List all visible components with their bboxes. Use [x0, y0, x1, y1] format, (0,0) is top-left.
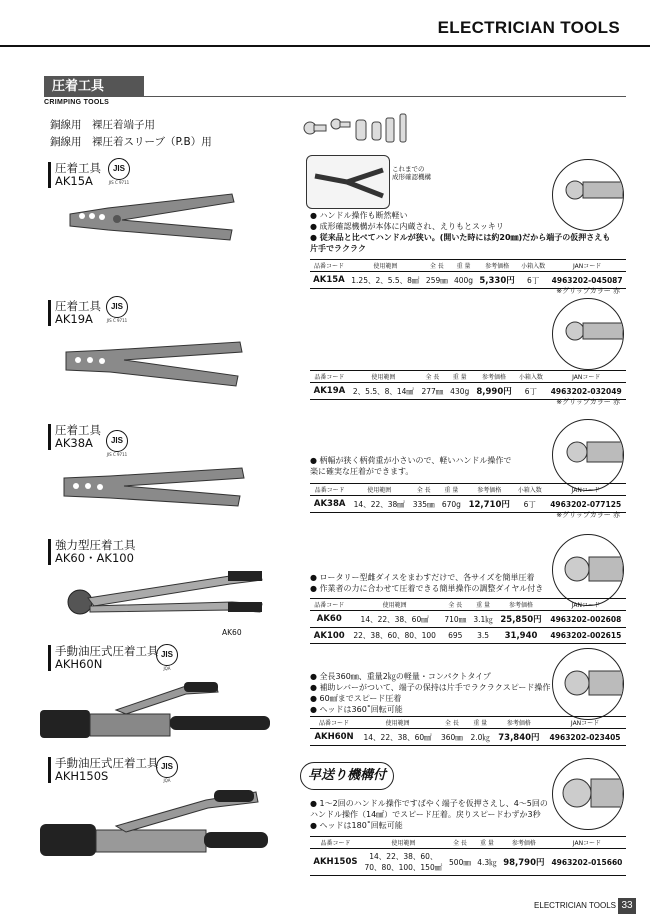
- bullet: ● ヘッドは180˚回転可能: [310, 821, 403, 830]
- section-title: 圧着工具: [44, 76, 144, 97]
- ak60-caption: AK60: [222, 628, 242, 637]
- inset-old-mechanism: [306, 155, 390, 209]
- bullet: ● ロータリー型雌ダイスをまわすだけで、各サイズを簡単圧着: [310, 573, 535, 582]
- akh60n-tool-image: [36, 680, 276, 750]
- terminal-closeup-image: [553, 649, 623, 719]
- terminal-closeup-image: [553, 420, 623, 490]
- section-rule: [44, 96, 626, 97]
- grip-note: ※グリップカラー 赤: [556, 511, 620, 519]
- bullet: ● ハンドル操作も断然軽い: [310, 211, 408, 220]
- page-header-title: ELECTRICIAN TOOLS: [437, 18, 620, 37]
- usage-line-2: 銅線用 裸圧着スリーブ（P.B）用: [50, 136, 212, 148]
- terminal-closeup-image: [553, 299, 623, 369]
- jis-mark: JIS JIS C 9711: [106, 296, 128, 323]
- ak15a-bullets: [310, 210, 630, 254]
- bullet: ● 成形確認機構が本体に内蔵され、えりもとスッキリ: [310, 222, 504, 231]
- spec-table-ak15a: 品番コード 使用範囲 全 長 重 量 参考価格 小箱入数 JANコード AK15A 1.25、2、5.5、8㎟ 259㎜ 400g 5,330円 6丁 4963202-045087: [310, 259, 626, 289]
- bullet: ● 従来品と比べてハンドルが狭い。(開いた時には約20㎜)だから端子の仮押さえも 片手でラクラク: [310, 233, 611, 253]
- table-row: AK100 22、38、60、80、100 695 3.5 31,940 4963202-002615: [310, 628, 626, 644]
- bullet: ● 全長360㎜、重量2㎏の軽量・コンパクトタイプ: [310, 672, 491, 681]
- bullet: ● ヘッドは360˚回転可能: [310, 705, 403, 714]
- spec-table-ak19a: 品番コード 使用範囲 全 長 重 量 参考価格 小箱入数 JANコード AK19A 2、5.5、8、14㎟ 277㎜ 430g 8,990円 6丁 4963202-032049: [310, 370, 626, 400]
- table-row: AKH60N 14、22、38、60㎟ 360㎜ 2.0㎏ 73,840円 4963202-023405: [310, 729, 626, 746]
- bullet: ● 60㎟までスピード圧着: [310, 694, 402, 703]
- table-row: AKH150S 14、22、38、60、 70、80、100、150㎟ 500㎜ 4.3㎏ 98,790円 4963202-015660: [310, 849, 626, 876]
- spec-table-ak60: 品番コード 使用範囲 全 長 重 量 参考価格 JANコード AK60 14、22、38、60㎟ 710㎜ 3.1㎏ 25,850円 4963202-002608 AK100 22、38、60、80、100 695 3.5 31,940 4963202-002615: [310, 598, 626, 644]
- jis-mark: JIS JIS C 9711: [108, 158, 130, 185]
- quick-feed-badge: 早送り機構付: [300, 762, 394, 790]
- akh150s-tool-image: [36, 790, 276, 870]
- bullet: ● 1～2回のハンドル操作ですばやく端子を仮押さえし、4～5回の ハンドル操作（14㎟）でスピード圧着。戻りスピードわずか3秒: [310, 799, 548, 819]
- inset-caption: これまでの 成形確認機構: [392, 165, 431, 181]
- jis-mark: JIS JQA: [156, 644, 178, 671]
- usage-line-1: 銅線用 裸圧着端子用: [50, 119, 155, 131]
- header-rule: [0, 45, 650, 47]
- ak19a-tool-image: [60, 330, 250, 392]
- table-row: AK60 14、22、38、60㎟ 710㎜ 3.1㎏ 25,850円 4963202-002608: [310, 611, 626, 628]
- ak60-tool-image: [60, 568, 270, 620]
- akh150s-bullets: [310, 798, 560, 831]
- jis-mark: JIS JQA: [156, 756, 178, 783]
- ak38a-bullets: [310, 455, 550, 477]
- grip-note: ※グリップカラー 赤: [556, 287, 620, 295]
- ak15a-tool-image: [62, 186, 247, 252]
- akh60n-bullets: [310, 671, 560, 715]
- grip-note: ※グリップカラー 赤: [556, 398, 620, 406]
- terminal-closeup-2: [552, 298, 624, 370]
- footer-label: ELECTRICIAN TOOLS: [534, 901, 616, 910]
- terminal-closeup-image: [553, 759, 623, 829]
- product-title-ak38a: 圧着工具 AK38A: [48, 424, 101, 450]
- product-title-ak19a: 圧着工具 AK19A: [48, 300, 101, 326]
- terminal-closeup-5: [552, 648, 624, 720]
- bullet: ● 補助レバーがついて、端子の保持は片手でラクラクスピード操作: [310, 683, 551, 692]
- ak60-bullets: [310, 572, 560, 594]
- page-number: 33: [618, 898, 636, 914]
- product-title-ak60: 強力型圧着工具 AK60・AK100: [48, 539, 136, 565]
- spec-table-akh60n: 品番コード 使用範囲 全 長 重 量 参考価格 JANコード AKH60N 14、22、38、60㎟ 360㎜ 2.0㎏ 73,840円 4963202-023405: [310, 716, 626, 746]
- product-title-akh60n: 手動油圧式圧着工具 AKH60N: [48, 645, 159, 671]
- spec-table-ak38a: 品番コード 使用範囲 全 長 重 量 参考価格 小箱入数 JANコード AK38A 14、22、38㎟ 335㎜ 670g 12,710円 6丁 4963202-077125: [310, 483, 626, 513]
- terminal-closeup-4: [552, 534, 624, 606]
- inset-tool-image: [307, 156, 389, 208]
- terminals-image: [300, 110, 420, 146]
- table-row: AK38A 14、22、38㎟ 335㎜ 670g 12,710円 6丁 4963202-077125: [310, 496, 626, 513]
- terminal-closeup-6: [552, 758, 624, 830]
- table-row: AK19A 2、5.5、8、14㎟ 277㎜ 430g 8,990円 6丁 4963202-032049: [310, 383, 626, 400]
- terminal-closeup-image: [553, 535, 623, 605]
- spec-table-akh150s: 品番コード 使用範囲 全 長 重 量 参考価格 JANコード AKH150S 14、22、38、60、 70、80、100、150㎟ 500㎜ 4.3㎏ 98,790円 4963202-015660: [310, 836, 626, 876]
- ak38a-tool-image: [60, 462, 250, 512]
- terminal-closeup-3: [552, 419, 624, 491]
- bullet: ● 作業者の力に合わせて圧着できる簡単操作の調整ダイヤル付き: [310, 584, 544, 593]
- section-subtitle: CRIMPING TOOLS: [44, 99, 110, 106]
- jis-mark: JIS JIS C 9711: [106, 430, 128, 457]
- product-title-ak15a: 圧着工具 AK15A: [48, 162, 101, 188]
- product-title-akh150s: 手動油圧式圧着工具 AKH150S: [48, 757, 159, 783]
- table-row: AK15A 1.25、2、5.5、8㎟ 259㎜ 400g 5,330円 6丁 4963202-045087: [310, 272, 626, 289]
- bullet: ● 柄幅が狭く柄荷重が小さいので、軽いハンドル操作で 楽に確実な圧着ができます。: [310, 456, 512, 476]
